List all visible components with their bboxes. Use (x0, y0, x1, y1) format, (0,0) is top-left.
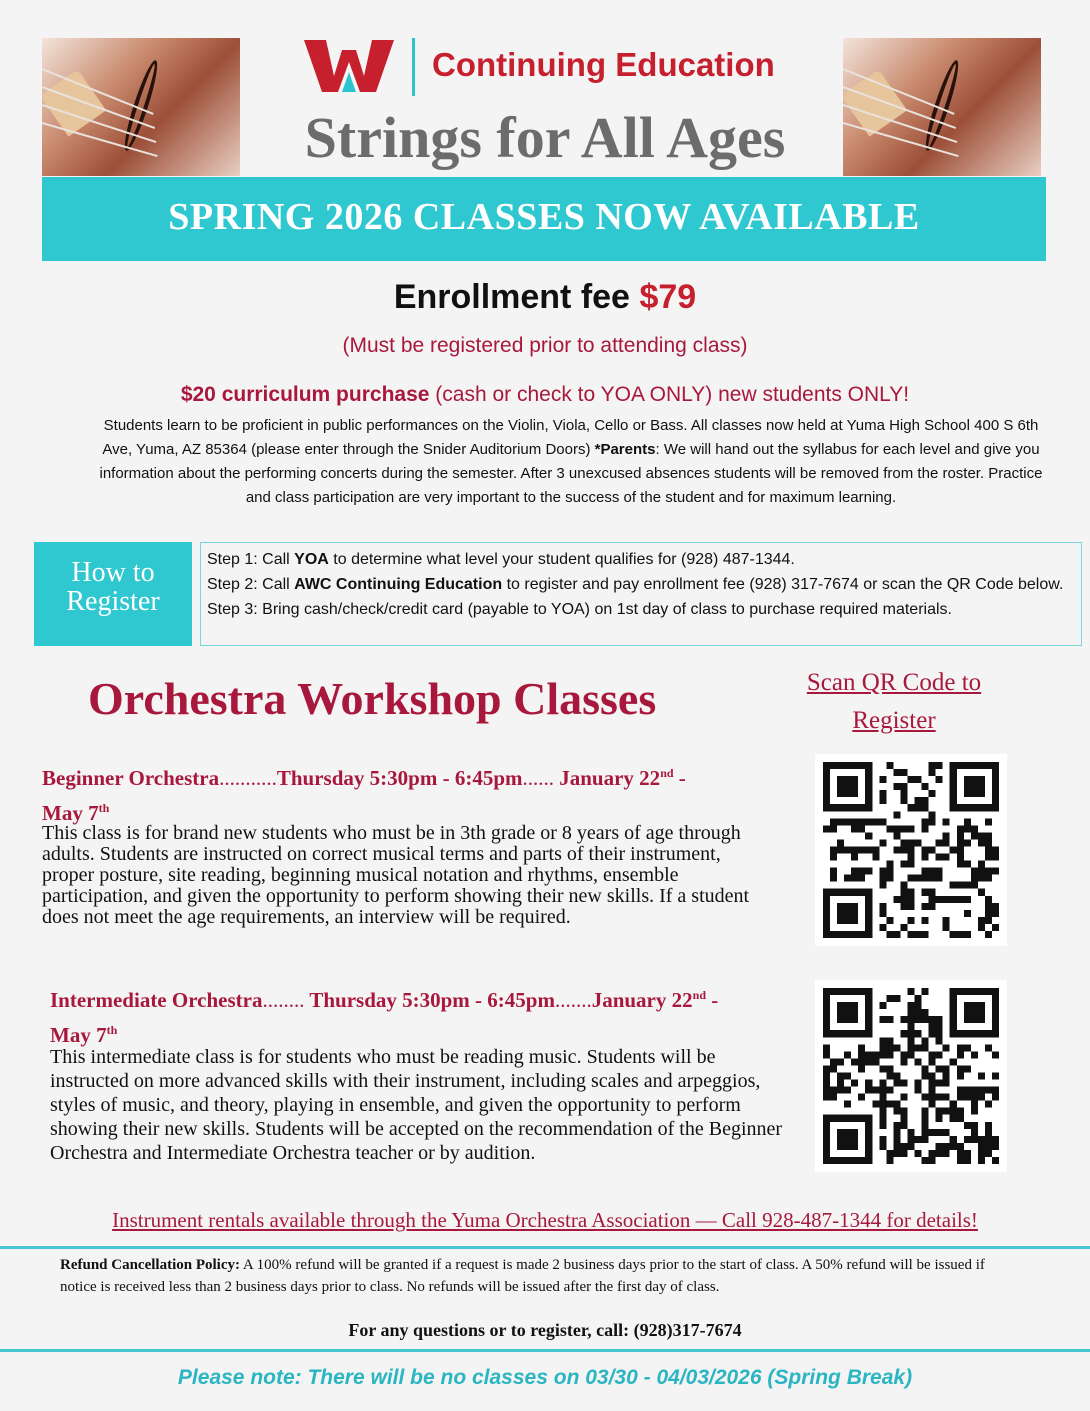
leader-dots: ....... (554, 988, 592, 1012)
registration-steps (200, 542, 1082, 646)
description-text-2: : We will hand out the syllabus for each level and give you information about the performing concerts during the semester. After 3 unexcused absences students will be removed from the roster. Practice and class participation are very important to the success of the student and for maximum learning. (99, 441, 1043, 506)
step-1-post: to determine what level your student qualifies for (928) 487-1344. (328, 551, 795, 568)
date-suffix: nd (660, 766, 674, 780)
workshop-title: Orchestra Workshop Classes (88, 673, 657, 724)
contact-phone: For any questions or to register, call: (928)317-7674 (348, 1320, 742, 1340)
step-1-pre: Step 1: Call (207, 551, 295, 568)
step-2 (207, 572, 1075, 597)
step-1-bold: YOA (294, 551, 329, 568)
how-to-register-label (34, 542, 192, 646)
enrollment-fee-amount: $79 (639, 278, 697, 316)
program-description (98, 414, 1044, 510)
qr-caption-line2[interactable]: Register (852, 707, 936, 734)
curriculum-details: (cash or check to YOA ONLY) new students ONLY! (429, 383, 910, 406)
org-name: Continuing Education (432, 46, 775, 83)
date-dash: - (706, 988, 719, 1012)
qr-caption-link[interactable] (790, 664, 998, 740)
enrollment-note: (Must be registered prior to attending class) (342, 334, 748, 357)
date-suffix: th (106, 1023, 118, 1037)
step-1 (207, 547, 1075, 572)
qr-caption-line1[interactable]: Scan QR Code to (806, 669, 982, 696)
class-end-date: May 7 (50, 1023, 107, 1047)
class-name: Intermediate Orchestra (50, 988, 263, 1012)
step-2-post: to register and pay enrollment fee (928) 317-7674 or scan the QR Code below. (502, 576, 1064, 593)
divider-top (0, 1246, 1090, 1249)
step-3: Step 3: Bring cash/check/credit card (payable to YOA) on 1st day of class to purchase required materials. (207, 601, 952, 618)
refund-policy (60, 1254, 1020, 1298)
date-suffix: th (98, 801, 110, 815)
curriculum-price: $20 curriculum purchase (180, 383, 430, 406)
enrollment-fee (0, 278, 1090, 317)
date-dash: - (673, 766, 686, 790)
logo-divider (412, 38, 415, 96)
leader-dots: ...... (522, 766, 554, 790)
parents-label: *Parents (594, 441, 656, 458)
class-start-date: January 22 (554, 766, 661, 790)
step-2-pre: Step 2: Call (207, 576, 295, 593)
divider-bottom (0, 1349, 1090, 1352)
beginner-class-heading (42, 758, 762, 828)
refund-policy-label: Refund Cancellation Policy: (60, 1257, 240, 1273)
class-end-date: May 7 (42, 801, 99, 825)
enrollment-fee-label: Enrollment fee (393, 278, 630, 316)
intermediate-class-heading (50, 980, 790, 1050)
beginner-class-description: This class is for brand new students who must be in 3th grade or 8 years of age through adults. Students are instructed on correct musical terms and parts of their instrument, proper posture, site reading, beginning musical notation and rhythms, ensemble participation, and given the opportunity to perform showing their new skills. If a student does not meet the age requirements, an interview will be required. (42, 822, 750, 928)
qr-code-beginner[interactable] (815, 754, 1007, 946)
how-to-line: How to (71, 557, 155, 588)
qr-code-intermediate[interactable] (815, 980, 1007, 1172)
register-line: Register (66, 586, 160, 617)
class-start-date: January 22 (591, 988, 693, 1012)
leader-dots: ........ (262, 988, 305, 1012)
refund-policy-text: A 100% refund will be granted if a request is made 2 business days prior to the start of class. A 50% refund will be issued if notice is received less than 2 business days prior to class. No refunds will be issued after the first day of class. (60, 1257, 985, 1295)
spring-banner: SPRING 2026 CLASSES NOW AVAILABLE (42, 177, 1046, 261)
class-time: Thursday 5:30pm - 6:45pm (304, 988, 555, 1012)
leader-dots: ........... (219, 766, 277, 790)
step-2-bold: AWC Continuing Education (294, 576, 503, 593)
date-suffix: nd (692, 988, 706, 1002)
awc-logo-icon (304, 36, 394, 94)
spring-break-note: Please note: There will be no classes on 03/30 - 04/03/2026 (Spring Break) (177, 1366, 913, 1389)
intermediate-class-description: This intermediate class is for students who must be reading music. Students will be instructed on more advanced skills with their instrument, including scales and arpeggios, styles of music, and theory, playing in ensemble, and given the opportunity to perform showing their new skills. Students will be accepted on the recommendation of the Beginner Orchestra and Intermediate Orchestra teacher or by audition. (50, 1046, 783, 1164)
curriculum-note (0, 383, 1090, 407)
page-title: Strings for All Ages (304, 105, 786, 170)
class-time: Thursday 5:30pm - 6:45pm (276, 766, 523, 790)
description-text: Students learn to be proficient in public performances on the Violin, Viola, Cello or Bass. All classes now held at Yuma High School 400 S 6th Ave, Yuma, AZ 85364 (please enter through the Snider Auditorium Doors) (102, 417, 1039, 458)
class-name: Beginner Orchestra (42, 766, 220, 790)
instrument-rentals-link[interactable]: Instrument rentals available through the Yuma Orchestra Association — Call 928-487-1344 for details! (112, 1208, 978, 1232)
